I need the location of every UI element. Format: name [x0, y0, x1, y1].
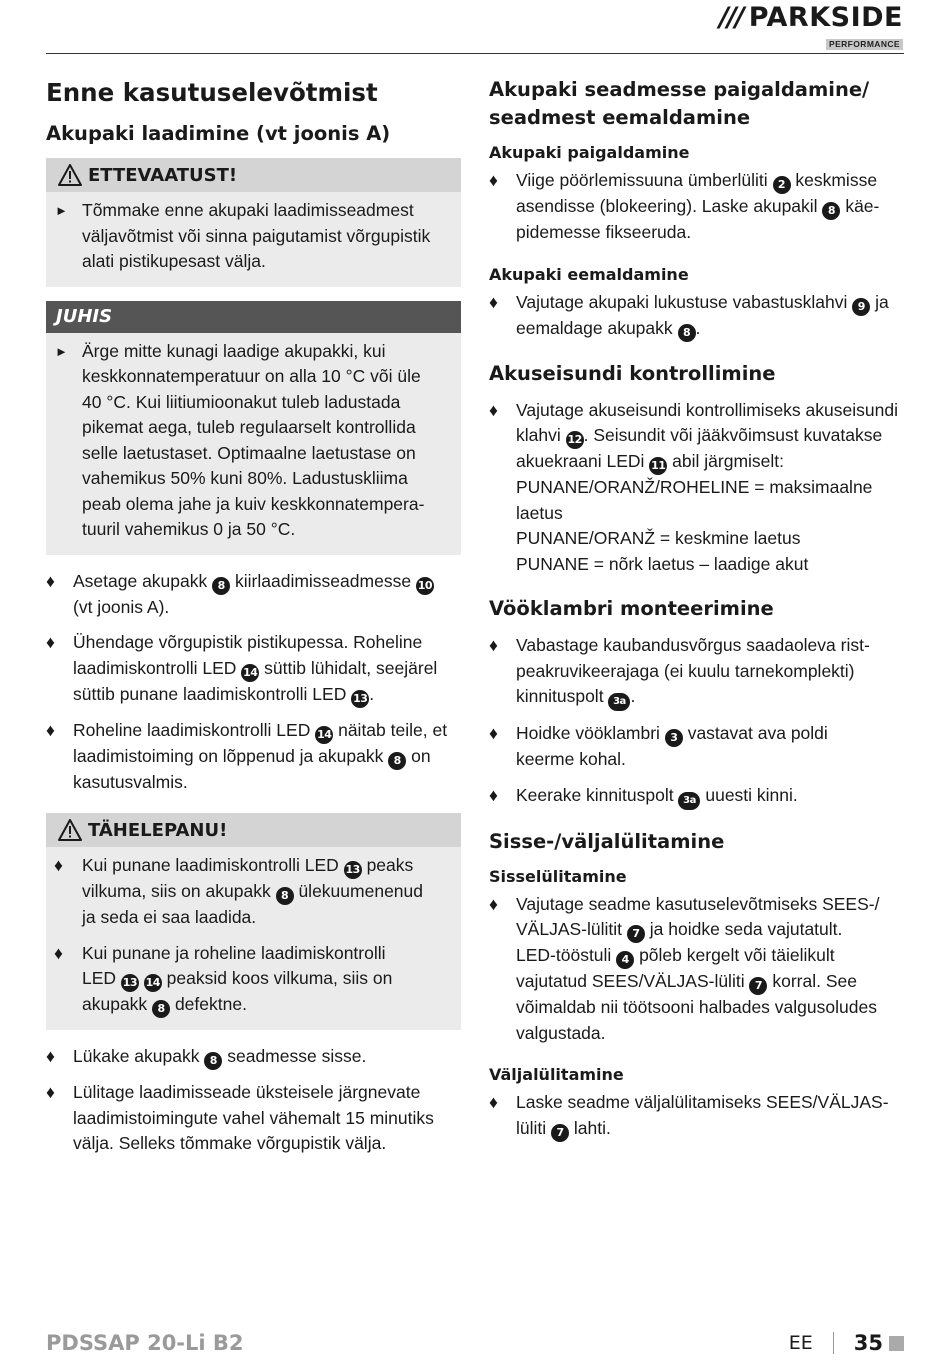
text-run: peaksid koos vilkuma, siis on: [166, 968, 393, 988]
footer-language: EE: [788, 1332, 813, 1354]
list-item: [489, 633, 907, 711]
caution-heading: [46, 158, 461, 192]
callout-number: 14: [315, 726, 333, 744]
attention-heading-text: TÄHELEPANU!: [88, 819, 228, 841]
text-run: laadimiskontrolli LED: [73, 657, 237, 678]
text-run: vastavat ava poldi: [687, 723, 828, 743]
page-number: 35: [853, 1331, 883, 1355]
brand-logo: [719, 2, 903, 52]
text-run: laadimistoiming on lõppenud ja akupakk: [73, 745, 384, 766]
text-run: lüliti: [516, 1117, 547, 1138]
text-run: vilkuma, siis on akupakk: [82, 881, 271, 901]
caution-item: [46, 198, 461, 275]
triangle-bullet-icon: ►: [55, 343, 68, 359]
callout-number: 11: [649, 457, 667, 475]
callout-number: 7: [551, 1124, 569, 1142]
callout-number: 8: [388, 752, 406, 770]
caution-heading-text: ETTEVAATUST!: [88, 164, 238, 186]
list-item: [489, 892, 907, 1047]
text-line: Tõmmake enne akupaki laadimisseadmest: [82, 200, 414, 220]
header-divider: [46, 53, 904, 54]
text-run: kinnituspolt: [516, 686, 604, 706]
text-run: peaks: [366, 855, 414, 875]
text-run: Roheline laadimiskontrolli LED: [73, 719, 311, 740]
text-run: akupakk: [82, 994, 148, 1014]
text-line: vahemikus 50% kuni 80%. Ladustuskliima: [82, 468, 408, 488]
text-line: peab olema jahe ja kuiv keskkonnatempera-: [82, 493, 425, 514]
callout-number: 7: [627, 925, 645, 943]
brand-slashes: ///: [719, 2, 743, 33]
text-run: ülekuumenenud: [298, 881, 423, 901]
callout-number: 14: [241, 664, 259, 682]
subheading-install: Akupaki paigaldamine: [489, 143, 690, 162]
text-run: näitab teile, et: [338, 719, 448, 740]
text-run: Laske seadme väljalülitamiseks SEES/VÄLJAS-: [516, 1092, 889, 1112]
note-item: [46, 339, 461, 543]
text-run: Hoidke vööklambri: [516, 723, 660, 743]
text-run: kiirlaadimisseadmesse: [235, 570, 412, 591]
section-title-belt-clip: Vööklambri monteerimine: [489, 597, 774, 620]
diamond-bullet-icon: ♦: [489, 893, 498, 914]
brand-name: PARKSIDE: [748, 2, 903, 33]
text-run: põleb kergelt või täielikult: [639, 945, 835, 965]
text-run: PUNANE/ORANŽ/ROHELINE = maksimaalne: [516, 477, 873, 497]
list-item: [489, 290, 907, 342]
text-run: Asetage akupakk: [73, 570, 208, 591]
diamond-bullet-icon: ♦: [489, 291, 498, 312]
callout-number: 12: [566, 431, 584, 449]
text-run: Lülitage laadimisseade üksteisele järgnevate: [73, 1082, 421, 1102]
text-run: . Seisundit või jääkvõimsust kuvatakse: [583, 425, 883, 445]
text-line: pikemat aega, tuleb regulaarselt kontrollida: [82, 417, 416, 437]
text-run: võimaldab nii töötsooni halbades valgusoludes: [516, 997, 877, 1017]
text-run: ja seda ei saa laadida.: [82, 907, 257, 927]
callout-number: 9: [852, 298, 870, 316]
list-item: [489, 168, 907, 246]
text-line: 40 °C. Kui liitiumioonakut tuleb ladustada: [82, 391, 401, 412]
footer-square-icon: [889, 1336, 904, 1351]
section-title-battery-mount: [489, 76, 907, 132]
footer-separator: [833, 1332, 834, 1354]
text-run: kasutusvalmis.: [73, 771, 188, 792]
list-item: [489, 1090, 907, 1142]
section-title-charge-check: Akuseisundi kontrollimine: [489, 361, 776, 385]
caution-box: [46, 158, 461, 287]
text-run: keskmisse: [795, 170, 878, 190]
list-item: [46, 630, 461, 708]
text-run: PUNANE/ORANŽ = keskmine laetus: [516, 528, 801, 548]
left-column: [46, 74, 461, 1167]
text-run: VÄLJAS-lülitit: [516, 919, 623, 939]
text-run: keerme kohal.: [516, 749, 626, 769]
text-run: seadmesse sisse.: [227, 1046, 367, 1066]
diamond-bullet-icon: ♦: [54, 942, 63, 963]
brand-wordmark: [719, 2, 903, 34]
text-run: seadmest eemaldamine: [489, 106, 751, 129]
text-run: Keerake kinnituspolt: [516, 784, 674, 805]
triangle-bullet-icon: ►: [55, 203, 68, 218]
callout-number: 8: [822, 202, 840, 220]
text-run: Kui punane laadimiskontrolli LED: [82, 855, 339, 875]
attention-box: [46, 813, 461, 1030]
text-run: vajutatud SEES/VÄLJAS-lüliti: [516, 971, 745, 991]
text-line: keskkonnatemperatuur on alla 10 °C või üle: [82, 366, 421, 386]
text-run: Ühendage võrgupistik pistikupessa. Roheline: [73, 632, 423, 652]
text-run: Vajutage seadme kasutuselevõtmiseks SEES-/: [516, 893, 880, 914]
list-item: [46, 1044, 461, 1070]
list-item: [489, 398, 907, 578]
footer-page-info: [789, 1331, 904, 1355]
callout-number: 8: [152, 1000, 170, 1018]
diamond-bullet-icon: ♦: [46, 632, 55, 652]
page-title: Enne kasutuselevõtmist: [46, 78, 378, 107]
text-run: Vabastage kaubandusvõrgus saadaoleva rist-: [516, 635, 870, 655]
subheading-switch-on: Sisselülitamine: [489, 866, 627, 886]
list-item: [489, 783, 907, 810]
section-title-on-off: Sisse-/väljalülitamine: [489, 829, 725, 853]
diamond-bullet-icon: ♦: [54, 855, 63, 875]
text-run: süttib punane laadimiskontrolli LED: [73, 683, 347, 704]
callout-number: 7: [749, 977, 767, 995]
callout-number: 8: [276, 887, 294, 905]
section-title-charging: Akupaki laadimine (vt joonis A): [46, 122, 391, 145]
text-run: korral. See: [772, 971, 857, 991]
text-run: .: [369, 683, 375, 704]
list-item: [46, 718, 461, 796]
text-line: alati pistikupesast välja.: [82, 251, 266, 271]
callout-number: 13: [121, 974, 139, 992]
callout-number: 8: [678, 324, 696, 342]
callout-number: 3: [665, 729, 683, 747]
diamond-bullet-icon: ♦: [46, 570, 55, 591]
text-run: ja: [875, 291, 889, 312]
text-run: uuesti kinni.: [705, 784, 798, 805]
warning-icon: [58, 819, 82, 841]
text-run: LED-tööstuli: [516, 945, 612, 965]
text-run: käe-: [845, 196, 880, 216]
text-run: Vajutage akupaki lukustuse vabastusklahvi: [516, 291, 848, 312]
diamond-bullet-icon: ♦: [489, 170, 498, 190]
footer-model-name: PDSSAP 20-Li B2: [46, 1331, 244, 1355]
callout-number: 14: [144, 974, 162, 992]
text-run: lahti.: [573, 1117, 611, 1138]
callout-number: 13: [344, 861, 362, 879]
text-run: klahvi: [516, 425, 561, 445]
text-run: eemaldage akupakk: [516, 317, 673, 338]
text-line: väljavõtmist või sinna paigutamist võrgupistik: [82, 225, 431, 246]
text-run: asendisse (blokeering). Laske akupakil: [516, 196, 818, 216]
text-run: PUNANE = nõrk laetus – laadige akut: [516, 553, 809, 574]
warning-icon: [58, 164, 82, 186]
text-run: peakruvikeerajaga (ei kuulu tarnekomplekti): [516, 660, 855, 681]
list-item: [46, 1080, 461, 1157]
text-run: abil järgmiselt:: [672, 451, 785, 471]
text-run: .: [630, 686, 636, 706]
right-column: [489, 74, 907, 1152]
text-run: Viige pöörlemissuuna ümberlüliti: [516, 170, 768, 190]
attention-item: [46, 853, 461, 931]
diamond-bullet-icon: ♦: [489, 723, 498, 743]
text-run: Vajutage akuseisundi kontrollimiseks akuseisundi: [516, 399, 898, 420]
text-run: süttib lühidalt, seejärel: [264, 657, 438, 678]
diamond-bullet-icon: ♦: [489, 784, 498, 805]
brand-subline: PERFORMANCE: [826, 39, 903, 50]
text-run: akuekraani LEDi: [516, 451, 645, 471]
list-item: [489, 721, 907, 773]
diamond-bullet-icon: ♦: [489, 399, 498, 420]
callout-number: 2: [773, 176, 791, 194]
text-run: ja hoidke seda vajutatult.: [649, 919, 843, 939]
text-run: LED: [82, 968, 117, 988]
callout-number: 4: [616, 951, 634, 969]
callout-number: 13: [351, 690, 369, 708]
text-run: valgustada.: [516, 1022, 606, 1043]
attention-item: [46, 941, 461, 1019]
text-run: laadimistoimingute vahel vähemalt 15 minutiks: [73, 1107, 434, 1128]
text-run: .: [695, 317, 701, 338]
callout-number: 3a: [608, 693, 630, 711]
diamond-bullet-icon: ♦: [46, 1082, 55, 1102]
list-item: [46, 569, 461, 621]
text-line: Ärge mitte kunagi laadige akupakki, kui: [82, 340, 386, 361]
callout-number: 3a: [678, 792, 700, 810]
text-run: (vt joonis A).: [73, 596, 170, 617]
note-box: [46, 301, 461, 555]
text-line: tuuril vahemikus 0 ja 50 °C.: [82, 519, 296, 539]
text-run: Akupaki seadmesse paigaldamine/: [489, 78, 870, 101]
diamond-bullet-icon: ♦: [489, 635, 498, 655]
text-run: välja. Selleks tõmmake võrgupistik välja.: [73, 1133, 387, 1153]
subheading-remove: Akupaki eemaldamine: [489, 264, 689, 284]
text-run: pidemesse fikseeruda.: [516, 222, 692, 242]
text-run: defektne.: [174, 994, 247, 1014]
diamond-bullet-icon: ♦: [46, 719, 55, 740]
text-run: Lükake akupakk: [73, 1046, 200, 1066]
diamond-bullet-icon: ♦: [46, 1046, 55, 1066]
text-run: on: [411, 745, 431, 766]
diamond-bullet-icon: ♦: [489, 1092, 498, 1112]
text-run: Kui punane ja roheline laadimiskontrolli: [82, 942, 386, 963]
note-heading: JUHIS: [46, 301, 461, 333]
text-run: laetus: [516, 502, 563, 523]
attention-heading: [46, 813, 461, 847]
subheading-switch-off: Väljalülitamine: [489, 1065, 624, 1084]
text-line: selle laetustaset. Optimaalne laetustase on: [82, 442, 416, 463]
callout-number: 8: [204, 1052, 222, 1070]
callout-number: 8: [212, 577, 230, 595]
callout-number: 10: [416, 577, 434, 595]
